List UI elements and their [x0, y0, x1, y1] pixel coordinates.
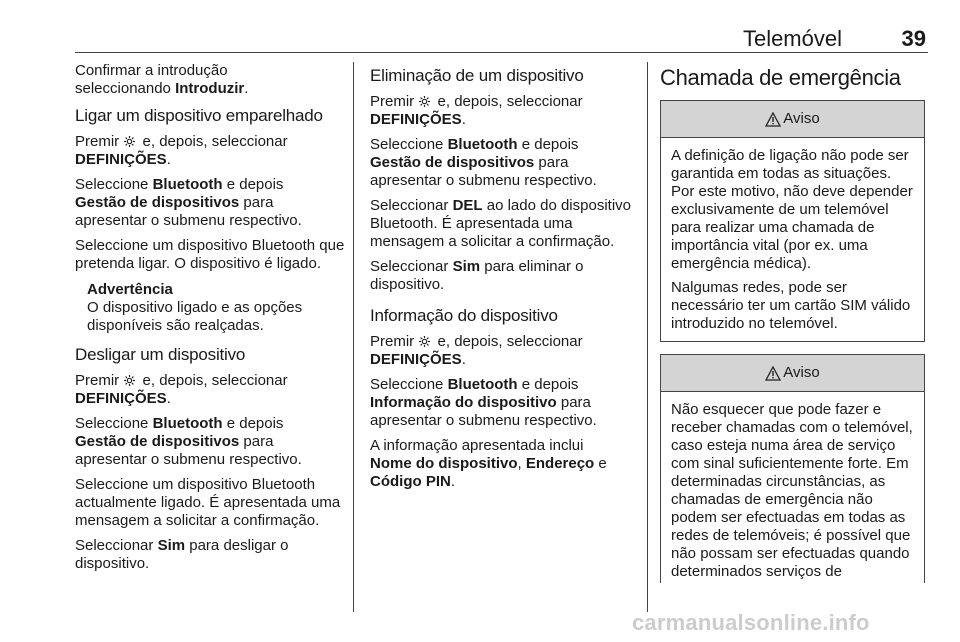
section-heading: Desligar um dispositivo	[75, 345, 246, 364]
warning-box	[660, 354, 925, 583]
page-number: 39	[901, 26, 926, 51]
paragraph: Seleccione Bluetooth e depois Gestão de dispositivos para apresentar o submenu respectivo.	[75, 176, 302, 229]
warning-triangle-icon	[765, 112, 781, 127]
paragraph: Seleccionar Sim para desligar o dispositivo.	[75, 537, 289, 572]
column-divider	[353, 62, 354, 612]
column-3	[660, 62, 925, 595]
settings-icon	[418, 335, 431, 348]
warning-triangle-icon	[765, 366, 781, 381]
warning-box	[660, 100, 925, 342]
paragraph: Premir e, depois, seleccionar DEFINIÇÕES.	[75, 133, 288, 168]
settings-icon	[123, 374, 136, 387]
column-2	[370, 62, 635, 498]
warning-header: Aviso	[661, 355, 924, 392]
paragraph: Premir e, depois, seleccionar DEFINIÇÕES.	[370, 93, 583, 128]
section-heading: Eliminação de um dispositivo	[370, 66, 584, 85]
column-1	[75, 62, 345, 580]
paragraph: Seleccionar DEL ao lado do dispositivo Bluetooth. É apresentada uma mensagem a solicitar a confirmação.	[370, 197, 631, 250]
section-heading: Ligar um dispositivo emparelhado	[75, 106, 323, 125]
paragraph: Seleccione Bluetooth e depois Gestão de dispositivos para apresentar o submenu respectivo.	[75, 415, 302, 468]
watermark: carmanualsonline.info	[632, 610, 870, 635]
note: Advertência O dispositivo ligado e as opções disponíveis são realçadas.	[87, 281, 303, 334]
page-title: Telemóvel	[742, 26, 842, 51]
paragraph: Premir e, depois, seleccionar DEFINIÇÕES.	[75, 372, 288, 407]
settings-icon	[418, 95, 431, 108]
header-rule	[75, 52, 928, 53]
section-heading: Informação do dispositivo	[370, 306, 558, 325]
paragraph: Confirmar a introdução seleccionando Introduzir.	[75, 62, 249, 97]
settings-icon	[123, 135, 136, 148]
paragraph: Seleccionar Sim para eliminar o dispositivo.	[370, 258, 584, 293]
section-heading: Chamada de emergência	[660, 65, 901, 90]
paragraph: A informação apresentada inclui Nome do dispositivo, Endereço e Código PIN.	[370, 437, 607, 490]
warning-body: A definição de ligação não pode ser garantida em todas as situações. Por este motivo, não deve depender exclusivamente de um telemóvel para realizar uma chamada de importância vital (por ex. uma emergência médica). Nalgumas redes, pode ser necessário ter um cartão SIM válido introduzido no telemóvel.	[671, 147, 913, 332]
paragraph: Premir e, depois, seleccionar DEFINIÇÕES.	[370, 333, 583, 368]
paragraph: Seleccione um dispositivo Bluetooth actualmente ligado. É apresentada uma mensagem a solicitar a confirmação.	[75, 476, 341, 529]
page-header	[75, 26, 928, 54]
column-divider	[647, 62, 648, 612]
paragraph: Seleccione Bluetooth e depois Gestão de dispositivos para apresentar o submenu respectivo.	[370, 136, 597, 189]
warning-body: Não esquecer que pode fazer e receber chamadas com o telemóvel, caso esteja numa área de serviço com sinal suficientemente forte. Em determinadas circunstâncias, as chamadas de emergência não podem ser efectuadas em todas as redes de telemóveis; é possível que não possam ser efectuadas quando determinados serviços de	[671, 401, 913, 580]
paragraph: Seleccione Bluetooth e depois Informação do dispositivo para apresentar o submenu respectivo.	[370, 376, 597, 429]
paragraph: Seleccione um dispositivo Bluetooth que pretenda ligar. O dispositivo é ligado.	[75, 237, 345, 272]
warning-header: Aviso	[661, 101, 924, 138]
